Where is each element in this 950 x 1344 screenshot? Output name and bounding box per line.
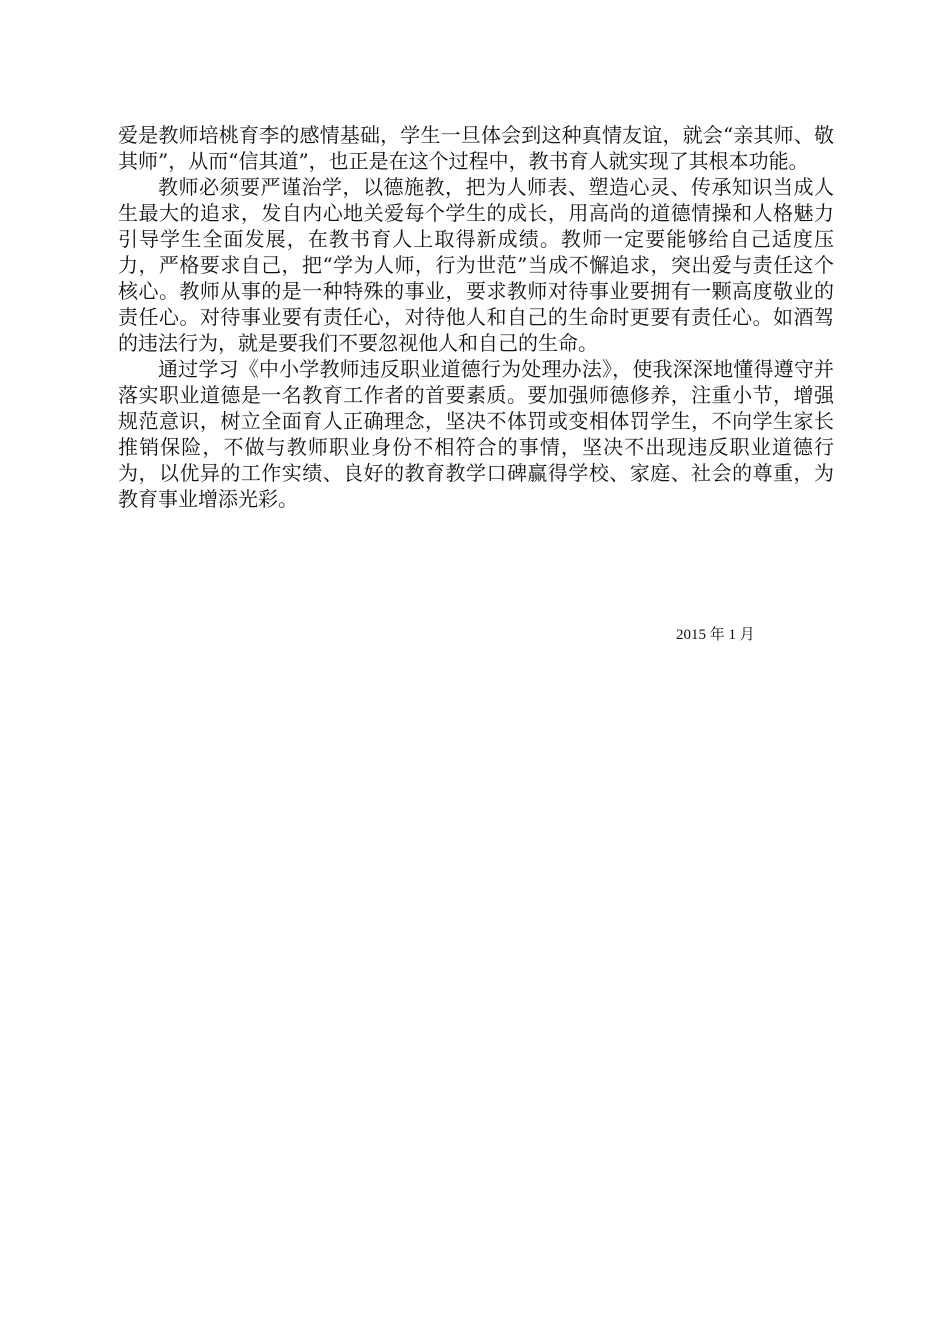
paragraph-ethics-study: 通过学习《中小学教师违反职业道德行为处理办法》，使我深深地懂得遵守并落实职业道德是一名教育工作者的首要素质。要加强师德修养，注重小节，增强规范意识，树立全面育人正确理念，坚决不体罚或变相体罚学生，不向学生家长推销保险，不做与教师职业身份不相符合的事情，坚决不出现违反职业道德行为，以优异的工作实绩、良好的教育教学口碑赢得学校、家庭、社会的尊重，为教育事业增添光彩。: [118, 357, 834, 511]
paragraph-teacher-duty: 教师必须要严谨治学，以德施教，把为人师表、塑造心灵、传承知识当成人生最大的追求，发自内心地关爱每个学生的成长，用高尚的道德情操和人格魅力引导学生全面发展，在教书育人上取得新成绩。教师一定要能够给自己适度压力，严格要求自己，把“学为人师，行为世范”当成不懈追求，突出爱与责任这个核心。教师从事的是一种特殊的事业，要求教师对待事业要拥有一颗高度敬业的责任心。对待事业要有责任心，对待他人和自己的生命时更要有责任心。如酒驾的违法行为，就是要我们不要忽视他人和自己的生命。: [118, 175, 834, 355]
document-date: 2015 年 1 月: [676, 627, 755, 643]
document-body: [118, 122, 834, 512]
paragraph-continuation: 爱是教师培桃育李的感情基础，学生一旦体会到这种真情友谊，就会“亲其师、敬其师”，从而“信其道”，也正是在这个过程中，教书育人就实现了其根本功能。: [118, 123, 834, 173]
